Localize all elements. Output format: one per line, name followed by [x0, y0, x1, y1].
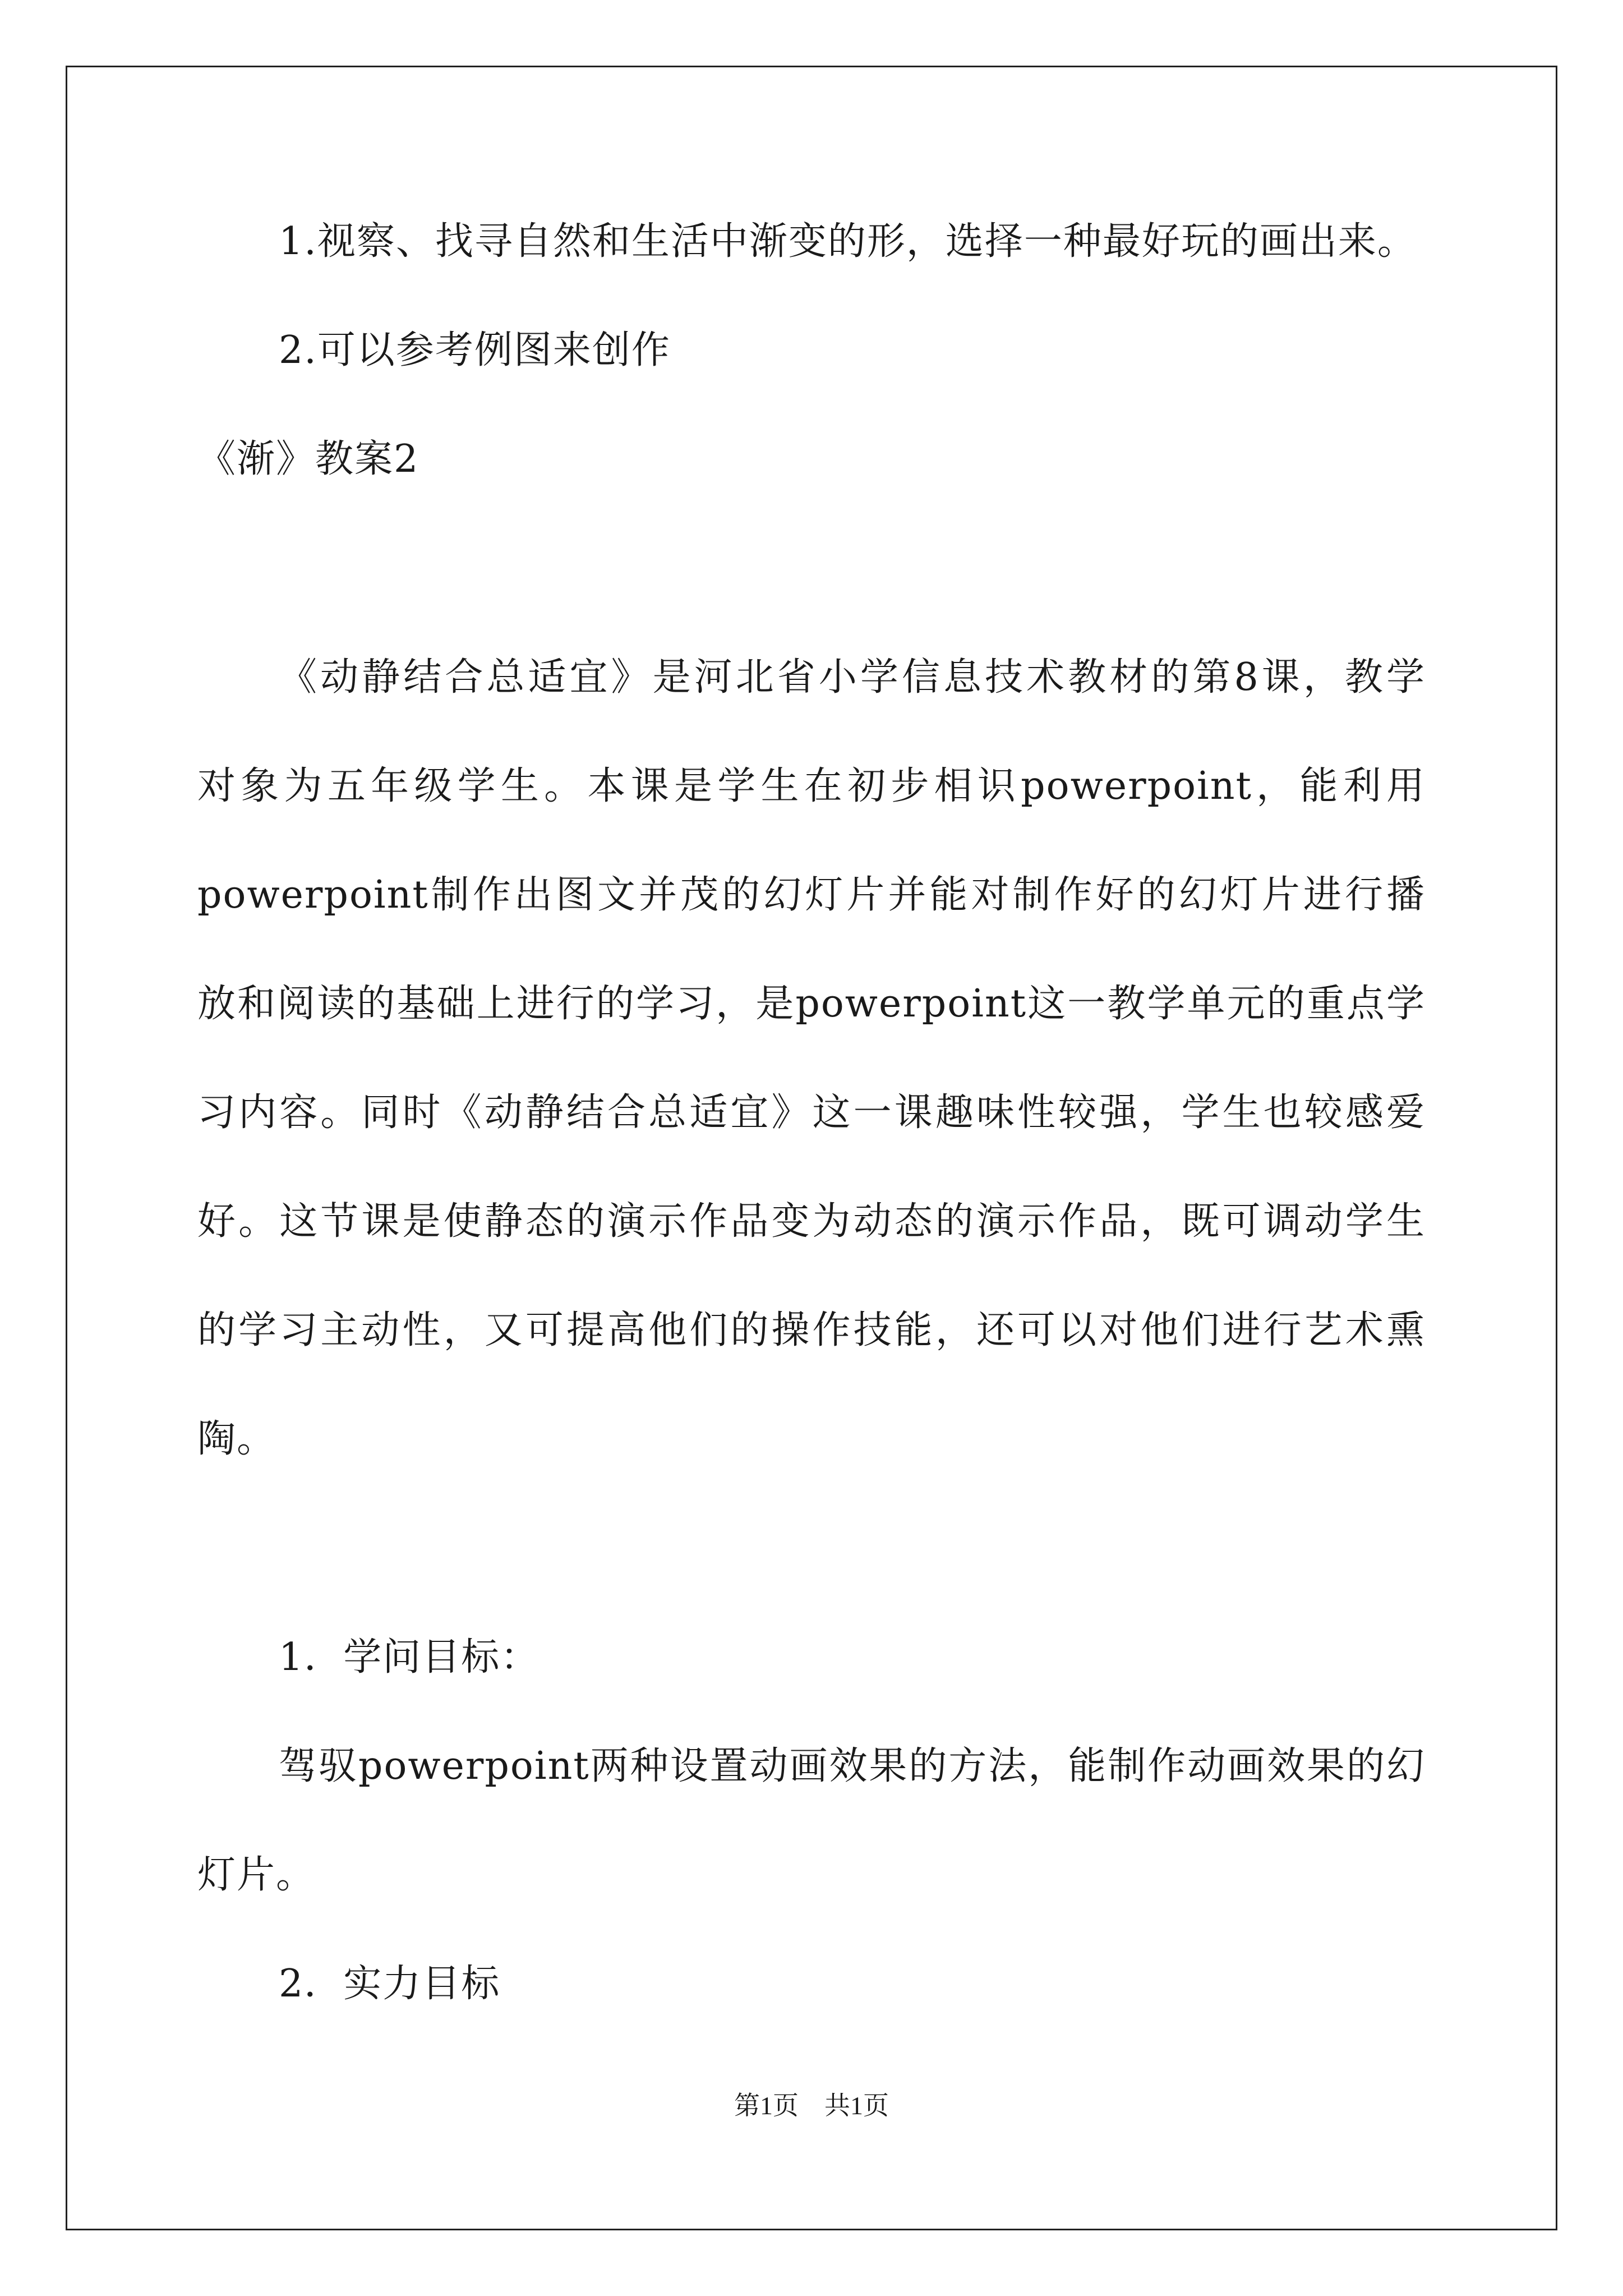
page-footer: 第1页 共1页 — [734, 2091, 889, 2120]
list-item-2: 2.可以参考例图来创作 — [279, 328, 671, 372]
paragraph-line: powerpoint制作出图文并茂的幻灯片并能对制作好的幻灯片进行播 — [197, 873, 1426, 917]
paragraph-line: 习内容。同时《动静结合总适宜》这一课趣味性较强，学生也较感爱 — [197, 1091, 1426, 1135]
paragraph-line: 放和阅读的基础上进行的学习，是powerpoint这一教学单元的重点学 — [197, 982, 1426, 1026]
goal-1-title: 1．学问目标： — [279, 1635, 540, 1680]
goal-1-line: 灯片。 — [197, 1853, 316, 1897]
paragraph-line: 对象为五年级学生。本课是学生在初步相识powerpoint，能利用 — [197, 764, 1426, 808]
goal-2-title: 2．实力目标 — [279, 1962, 501, 2006]
paragraph-line: 的学习主动性，又可提高他们的操作技能，还可以对他们进行艺术熏 — [197, 1308, 1426, 1352]
section-heading: 《渐》教案2 — [197, 437, 419, 481]
paragraph-line: 好。这节课是使静态的演示作品变为动态的演示作品，既可调动学生 — [197, 1199, 1426, 1244]
page-border — [66, 66, 1557, 2230]
paragraph-line: 《动静结合总适宜》是河北省小学信息技术教材的第8课，教学 — [279, 655, 1426, 700]
goal-1-line: 驾驭powerpoint两种设置动画效果的方法，能制作动画效果的幻 — [279, 1744, 1426, 1788]
paragraph-line: 陶。 — [197, 1417, 276, 1461]
list-item-1: 1.视察、找寻自然和生活中渐变的形，选择一种最好玩的画出来。 — [279, 219, 1417, 264]
